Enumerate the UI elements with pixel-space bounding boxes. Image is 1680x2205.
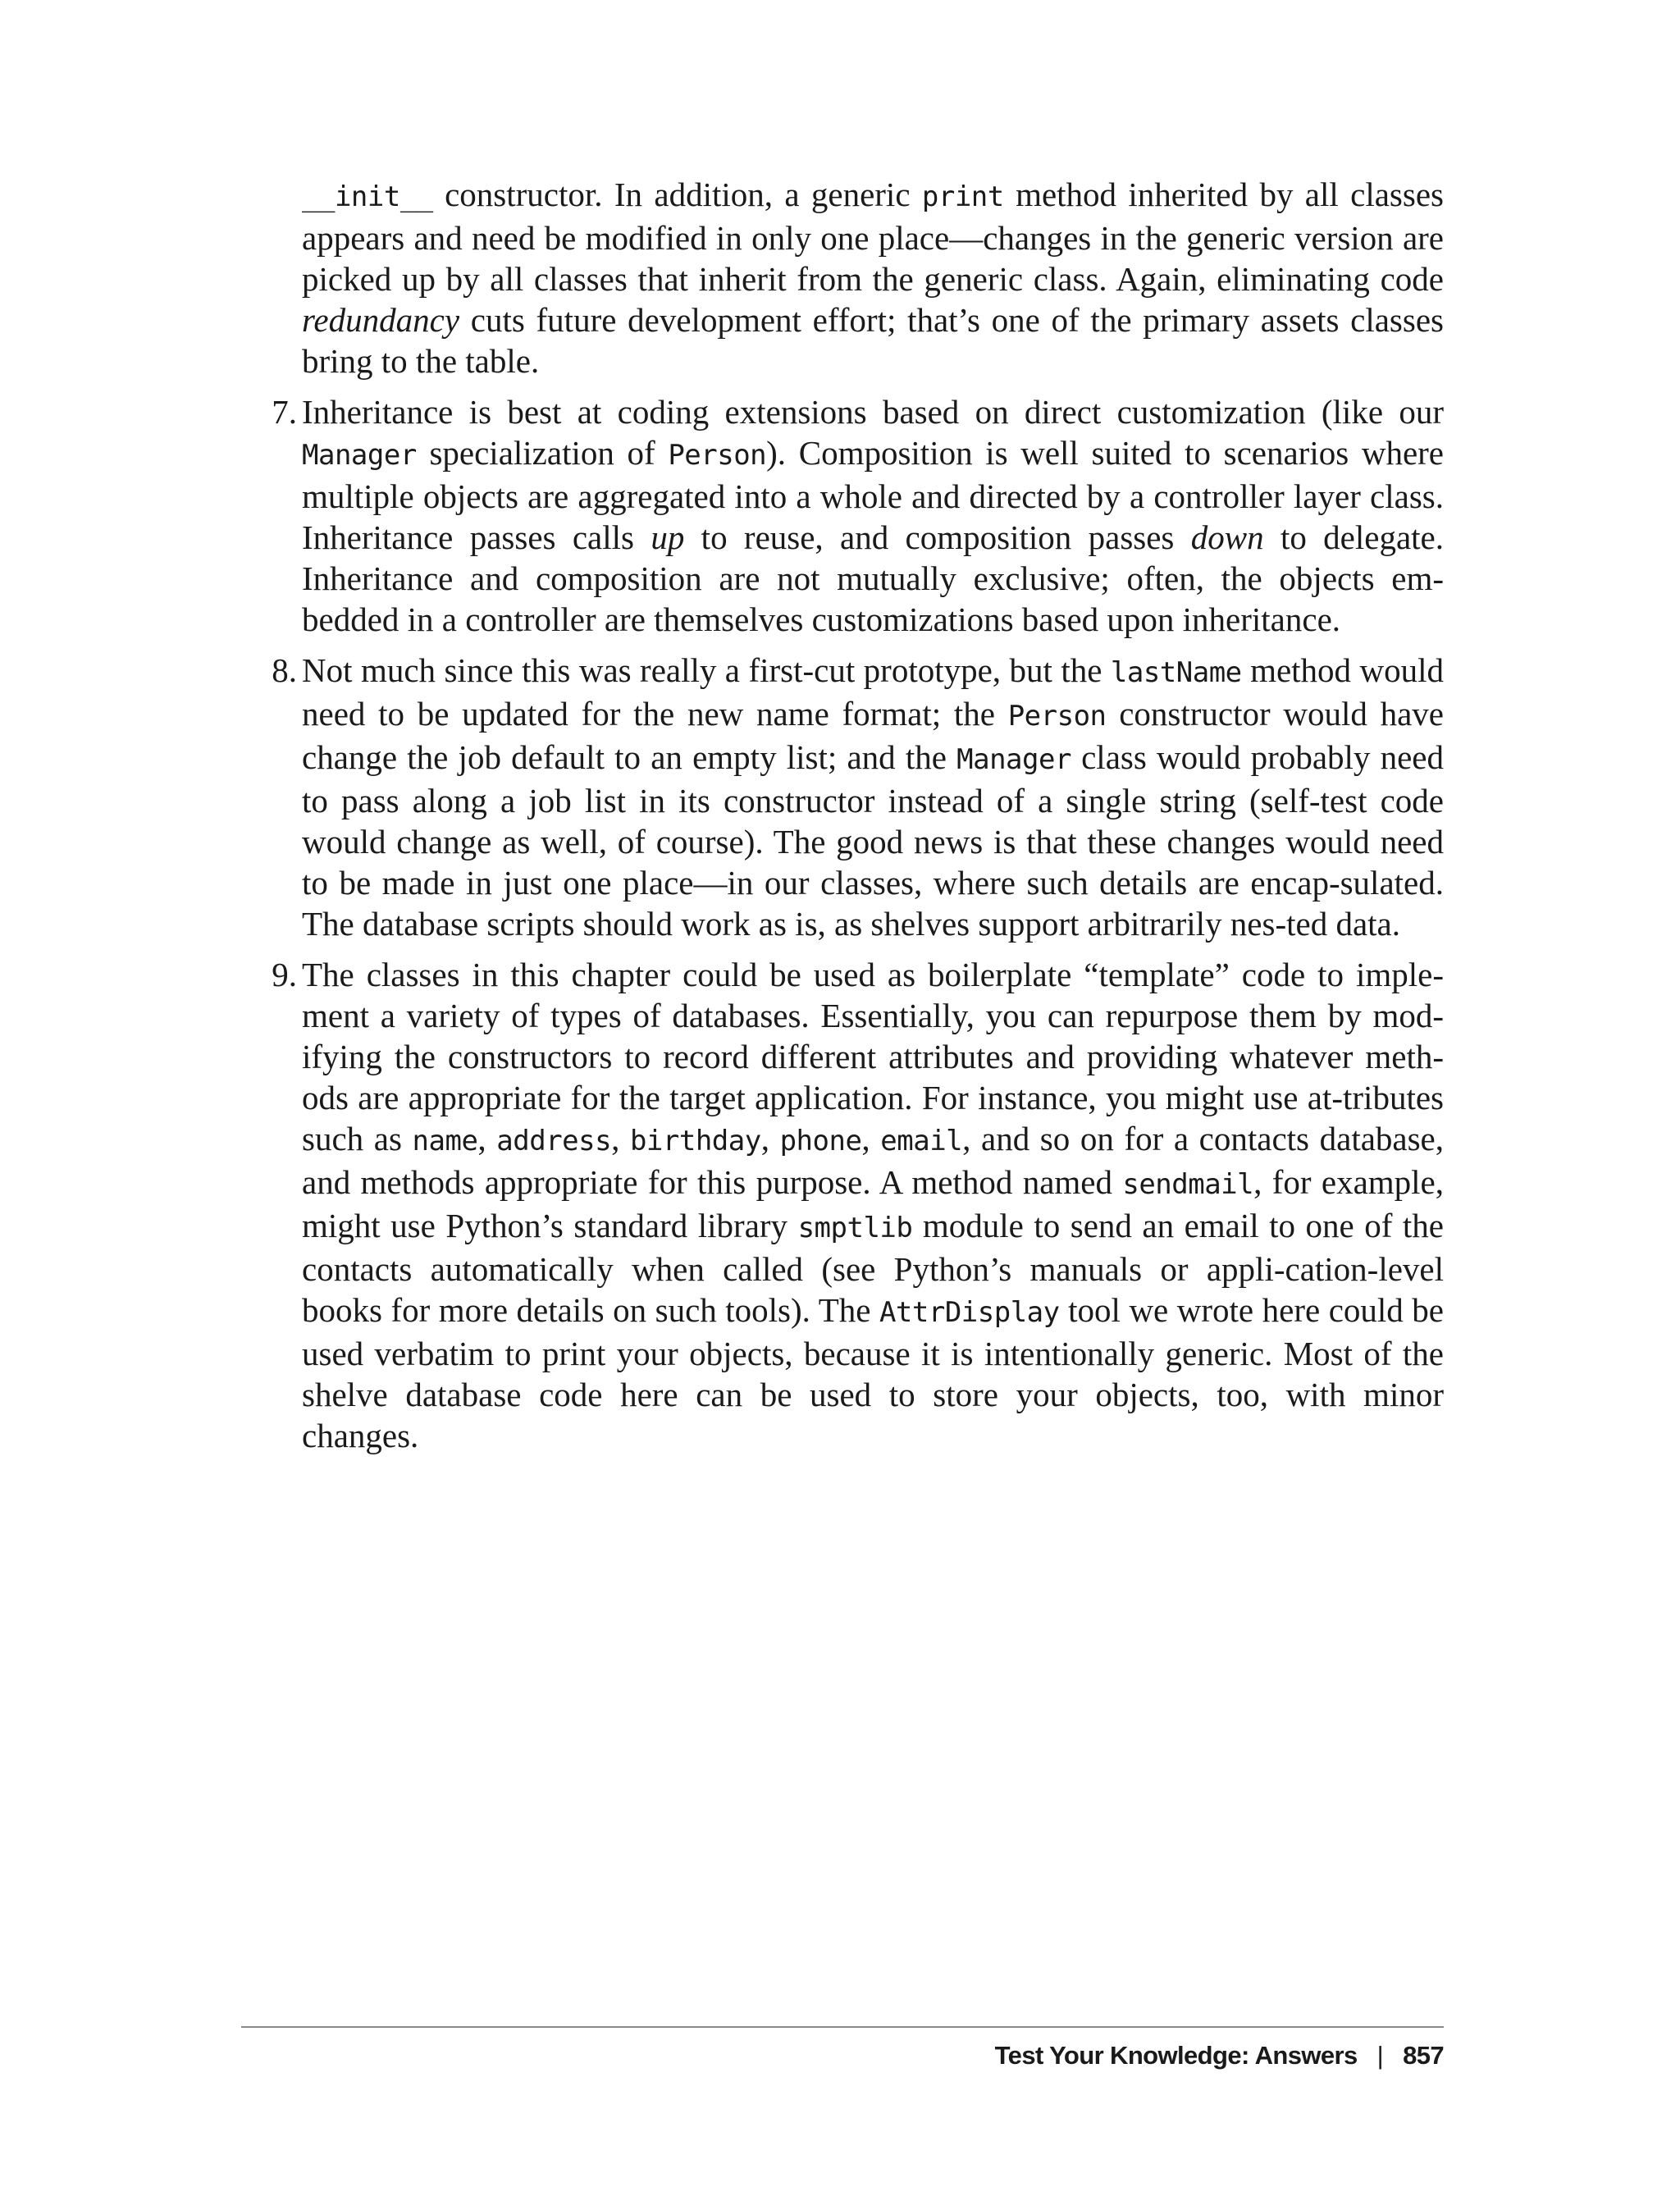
inline-code: AttrDisplay: [879, 1296, 1060, 1329]
text-run: Inheritance is best at coding extensions based on direct customization (like our: [302, 393, 1444, 431]
answer-item-9: [272, 954, 1445, 1456]
inline-code: Person: [1007, 700, 1107, 733]
inline-code: email: [880, 1125, 963, 1157]
text-run: ). Composition is well suited to scenarios where multiple objects are aggregated into a whole and directed by a controller layer class. Inheritance passes calls: [302, 434, 1444, 556]
text-run: ,: [861, 1120, 881, 1157]
inline-code: __init__: [302, 180, 433, 213]
emphasis: up: [651, 518, 685, 556]
continuation-paragraph: [302, 174, 1444, 381]
inline-code: smptlib: [797, 1212, 913, 1244]
inline-code: Person: [668, 439, 767, 472]
text-run: specialization of: [416, 434, 669, 472]
text-run: The classes in this chapter could be used as boilerplate “template” code to imple-ment a variety of types of databases. Essentially, you can repurpose them by mod-ifying the constructors to record different attributes and providing whatever meth-ods are appropriate for the target application. For instance, you might use at-tributes such as: [302, 956, 1444, 1157]
answer-text: [302, 391, 1444, 640]
answer-text: [302, 954, 1444, 1456]
inline-code: name: [412, 1125, 478, 1157]
emphasis: redundancy: [302, 301, 460, 339]
text-run: method inherited by all classes appears and need be modified in only one place—changes in the generic version are picked up by all classes that inherit from the generic class. Again, eliminating code: [302, 176, 1444, 298]
text-run: ,: [611, 1120, 630, 1157]
text-run: , for example, might use Python’s standard library: [302, 1163, 1444, 1244]
footer-rule: [241, 2026, 1444, 2028]
text-run: constructor. In addition, a generic: [432, 176, 922, 213]
answer-text: [302, 650, 1444, 944]
text-run: Not much since this was really a first-cut prototype, but the: [302, 651, 1111, 689]
inline-code: phone: [779, 1125, 862, 1157]
text-run: to delegate. Inheritance and composition are not mutually exclusive; often, the objects em-bedded in a controller are themselves customizations based upon inheritance.: [302, 518, 1445, 638]
text-run: , and so on for a contacts database, and methods appropriate for this purpose. A method named: [302, 1120, 1445, 1201]
text-run: method would need to be updated for the new name format; the: [302, 651, 1445, 733]
inline-code: Manager: [302, 439, 417, 472]
answer-item-7: [272, 391, 1445, 640]
answer-item-8: [272, 650, 1445, 944]
text-run: ,: [477, 1120, 497, 1157]
text-run: class would probably need to pass along a job list in its constructor instead of a single string (self-test code would change as well, of course). The good news is that these changes would need to be made in just one place—in our classes, where such details are encap-sulated. The database scripts should work as is, as shelves support arbitrarily nes-ted data.: [302, 738, 1444, 943]
inline-code: Manager: [956, 743, 1071, 776]
text-run: tool we wrote here could be used verbatim to print your objects, because it is intentionally generic. Most of the shelve database code here can be used to store your objects, too, with minor changes.: [302, 1291, 1444, 1454]
text-run: module to send an email to one of the contacts automatically when called (see Python’s manuals or appli-cation-level books for more details on such tools). The: [302, 1207, 1444, 1329]
item-number: 9.: [272, 956, 297, 993]
footer-section-title: Test Your Knowledge: Answers: [994, 2041, 1358, 2070]
footer-separator: |: [1376, 2041, 1384, 2070]
inline-code: birthday: [629, 1125, 761, 1157]
text-run: to reuse, and composition passes: [684, 518, 1191, 556]
text-run: ,: [760, 1120, 780, 1157]
item-number: 7.: [272, 393, 297, 431]
page-footer: [995, 2041, 1444, 2070]
inline-code: sendmail: [1122, 1168, 1254, 1201]
text-run: constructor would have change the job default to an empty list; and the: [302, 695, 1444, 776]
inline-code: lastName: [1110, 656, 1242, 689]
item-number: 8.: [272, 651, 297, 689]
text-run: cuts future development effort; that’s one of the primary assets classes bring to the table.: [302, 301, 1444, 380]
page-number: 857: [1403, 2041, 1444, 2070]
inline-code: print: [921, 180, 1004, 213]
inline-code: address: [496, 1125, 612, 1157]
page-body: [272, 174, 1445, 1456]
emphasis: down: [1190, 518, 1264, 556]
